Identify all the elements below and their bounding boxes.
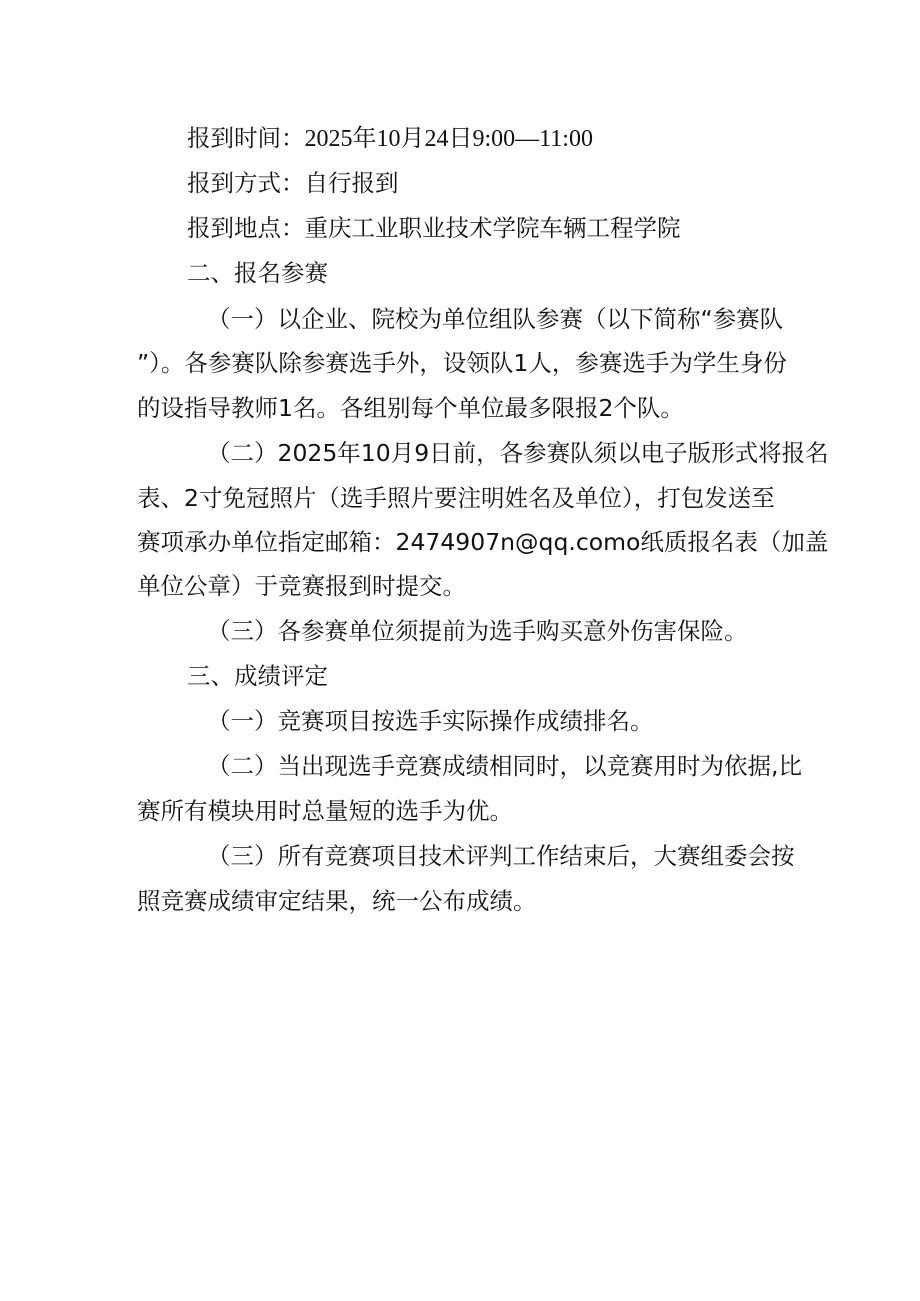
registration-time-value: 2025年10月24日9:00—11:00 bbox=[304, 126, 593, 152]
registration-method-value: 自行报到 bbox=[304, 169, 399, 197]
registration-place-label: 报到地点： bbox=[187, 214, 305, 242]
section2-item3: （三）各参赛单位须提前为选手购买意外伤害保险。 bbox=[207, 617, 748, 645]
registration-method-label: 报到方式： bbox=[187, 169, 305, 197]
section3-item2-line1: （二）当出现选手竞赛成绩相同时，以竞赛用时为依据,比 bbox=[207, 752, 802, 780]
section3-item3-line2: 照竞赛成绩审定结果，统一公布成绩。 bbox=[137, 887, 537, 915]
section2-item2-line1: （二）2025年10月9日前，各参赛队须以电子版形式将报名 bbox=[207, 439, 829, 467]
registration-place-line bbox=[187, 213, 920, 243]
section2-item1-line3: 的设指导教师1名。各组别每个单位最多限报2个队。 bbox=[137, 394, 684, 422]
section2-item2-line3: 赛项承办单位指定邮箱：2474907n@qq.como纸质报名表（加盖 bbox=[137, 528, 829, 556]
section3-item1: （一）竞赛项目按选手实际操作成绩排名。 bbox=[207, 707, 654, 735]
section2-item1-line1: （一）以企业、院校为单位组队参赛（以下简称“参赛队 bbox=[207, 305, 784, 333]
section3-item3-line1: （三）所有竞赛项目技术评判工作结束后，大赛组委会按 bbox=[207, 842, 795, 870]
registration-place-value: 重庆工业职业技术学院车辆工程学院 bbox=[304, 214, 681, 242]
section2-heading: 二、报名参赛 bbox=[187, 259, 328, 287]
section3-heading: 三、成绩评定 bbox=[187, 662, 328, 690]
registration-time-label: 报到时间： bbox=[187, 124, 305, 152]
registration-method-line bbox=[187, 168, 920, 198]
section2-item1-line2: ”）。各参赛队除参赛选手外，设领队1人，参赛选手为学生身份 bbox=[137, 349, 787, 377]
registration-time-line bbox=[187, 123, 920, 154]
section2-item2-line4: 单位公章）于竞赛报到时提交。 bbox=[137, 572, 466, 600]
section3-item2-line2: 赛所有模块用时总量短的选手为优。 bbox=[137, 797, 513, 825]
section2-item2-line2: 表、2寸免冠照片（选手照片要注明姓名及单位），打包发送至 bbox=[137, 484, 775, 512]
